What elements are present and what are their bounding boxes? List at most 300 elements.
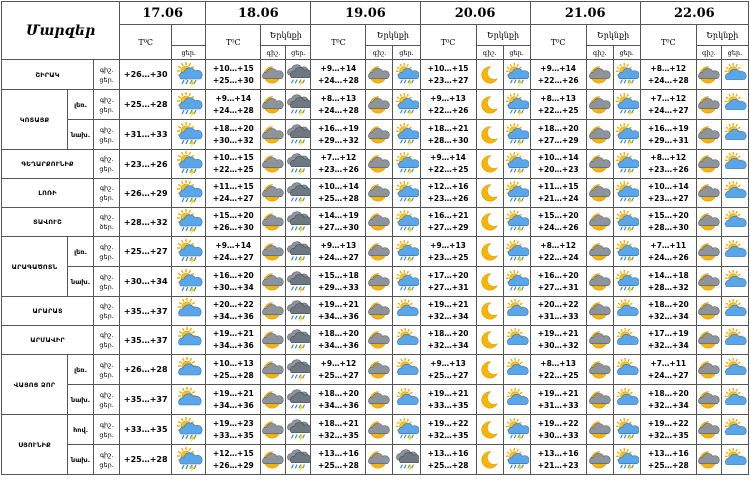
sun-rain-icon: [393, 237, 420, 267]
region-name: ԱՐՄԱՎԻՐ: [2, 326, 94, 355]
night-temp: +15…+20: [537, 211, 579, 220]
moon-icon: [476, 60, 503, 90]
night-temp: +18…+20: [317, 388, 359, 398]
day-temp: +26…+29: [212, 460, 254, 470]
region-row: [2, 60, 749, 90]
region-name: ԼՈՌԻ: [2, 179, 94, 208]
moon-icon: [476, 355, 503, 385]
day-temp: +29…+32: [317, 135, 359, 145]
region-row: [2, 120, 749, 150]
day-temp: +34…+36: [317, 400, 359, 410]
night-temp: +17…+19: [647, 329, 689, 338]
cloudy-moon-icon: [261, 90, 286, 120]
temp-range-night-day: [530, 326, 586, 355]
day-temp: +22…+25: [537, 105, 579, 115]
rain-cloud-icon: [286, 385, 311, 415]
sun-rain-icon: [503, 415, 530, 445]
night-temp: +9…+12: [320, 358, 357, 368]
day-temp: +27…+30: [317, 223, 359, 232]
sun-rain-icon: [613, 150, 640, 179]
temp-header: T⁰C: [640, 25, 696, 60]
temp-header: T⁰C: [530, 25, 586, 60]
sun-cloud-icon: [721, 120, 748, 150]
temp-1706: +26…+30: [120, 60, 172, 90]
cloudy-moon-icon: [696, 150, 721, 179]
time-of-day-label: գիշ. ցեր.: [94, 267, 120, 297]
temp-range-night-day: [311, 237, 366, 267]
day-temp: +23…+26: [317, 165, 359, 174]
sun-cloud-icon: [393, 297, 420, 326]
forecast-table: [1, 1, 749, 475]
day-temp: +23…+26: [647, 165, 689, 174]
cloudy-moon-icon: [366, 385, 393, 415]
night-temp: +16…+21: [427, 211, 469, 220]
day-temp: +24…+28: [212, 105, 254, 115]
day-temp: +25…+28: [647, 460, 689, 470]
subregion-label: նախ.: [68, 445, 94, 475]
region-row: [2, 179, 749, 208]
night-temp: +19…+21: [317, 300, 359, 309]
sun-rain-icon: [503, 208, 530, 237]
day-temp: +24…+27: [317, 252, 359, 262]
forecast-body: [2, 60, 749, 475]
temp-header: T⁰C: [120, 25, 172, 60]
night-temp: +7…+12: [320, 153, 357, 162]
sun-rain-icon: [613, 415, 640, 445]
night-temp: +19…+22: [537, 418, 579, 428]
temp-range-night-day: [420, 90, 476, 120]
cloudy-moon-icon: [366, 445, 393, 475]
cloudy-moon-icon: [586, 208, 613, 237]
day-temp: +24…+26: [647, 252, 689, 262]
day-temp: +29…+31: [647, 135, 689, 145]
rain-cloud-icon: [286, 60, 311, 90]
cloudy-moon-icon: [696, 179, 721, 208]
sun-rain-icon: [503, 150, 530, 179]
moon-icon: [476, 150, 503, 179]
temp-range-night-day: [311, 385, 366, 415]
night-temp: +11…+15: [212, 182, 254, 191]
cloudy-moon-icon: [366, 326, 393, 355]
moon-icon: [476, 297, 503, 326]
day-temp: +33…+35: [212, 430, 254, 440]
temp-range-night-day: [530, 150, 586, 179]
temp-range-night-day: [420, 267, 476, 297]
night-temp: +7…+12: [650, 93, 687, 103]
subregion-label: լեռ.: [68, 237, 94, 267]
day-header: ցեր.: [286, 46, 311, 60]
region-row: [2, 90, 749, 120]
sun-cloud-icon: [721, 150, 748, 179]
night-temp: +12…+15: [212, 448, 254, 458]
rain-cloud-icon: [286, 297, 311, 326]
day-temp: +25…+27: [317, 370, 359, 380]
rain-cloud-icon: [286, 445, 311, 475]
cloudy-moon-icon: [586, 355, 613, 385]
temp-range-night-day: [311, 60, 366, 90]
night-temp: +14…+18: [647, 270, 689, 280]
cloudy-moon-icon: [261, 120, 286, 150]
cloudy-moon-icon: [261, 385, 286, 415]
night-temp: +19…+22: [427, 418, 469, 428]
time-of-day-label: գիշ. ցեր.: [94, 179, 120, 208]
region-row: [2, 326, 749, 355]
sun-rain-icon: [393, 90, 420, 120]
day-temp: +25…+28: [317, 460, 359, 470]
temp-range-night-day: [206, 60, 261, 90]
moon-icon: [476, 179, 503, 208]
day-temp: +31…+33: [537, 312, 579, 321]
temp-1706: +33…+35: [120, 415, 172, 445]
day-temp: +24…+27: [212, 194, 254, 203]
day-temp: +22…+26: [427, 105, 469, 115]
cloudy-moon-icon: [586, 237, 613, 267]
cloudy-moon-icon: [261, 326, 286, 355]
temp-range-night-day: [311, 445, 366, 475]
day-temp: +25…+30: [212, 75, 254, 85]
region-row: [2, 445, 749, 475]
temp-1706: +25…+28: [120, 445, 172, 475]
night-temp: +19…+21: [212, 329, 254, 338]
day-temp: +28…+30: [427, 135, 469, 145]
night-temp: +8…+12: [540, 240, 577, 250]
cloudy-moon-icon: [261, 237, 286, 267]
cloudy-moon-icon: [366, 415, 393, 445]
cloudy-moon-icon: [366, 60, 393, 90]
day-temp: +24…+28: [317, 75, 359, 85]
night-temp: +7…+11: [650, 358, 687, 368]
temp-range-night-day: [530, 90, 586, 120]
temp-range-night-day: [420, 150, 476, 179]
temp-range-night-day: [640, 267, 696, 297]
temp-1706: +23…+26: [120, 150, 172, 179]
temp-range-night-day: [206, 208, 261, 237]
cloudy-moon-icon: [586, 297, 613, 326]
day-temp: +22…+25: [537, 370, 579, 380]
day-temp: +34…+36: [317, 312, 359, 321]
temp-header: T⁰C: [311, 25, 366, 60]
day-temp: +34…+36: [212, 400, 254, 410]
night-temp: +10…+14: [317, 182, 359, 191]
night-temp: +18…+21: [317, 418, 359, 428]
cloudy-moon-icon: [366, 150, 393, 179]
temp-range-night-day: [530, 415, 586, 445]
temp-range-night-day: [420, 445, 476, 475]
sun-rain-icon: [503, 120, 530, 150]
night-header: գիշ.: [586, 46, 613, 60]
partly-sunny-rain-icon: [172, 415, 206, 445]
day-temp: +21…+23: [537, 460, 579, 470]
cloudy-moon-icon: [696, 90, 721, 120]
temp-range-night-day: [311, 415, 366, 445]
cloudy-moon-icon: [366, 208, 393, 237]
night-temp: +10…+15: [212, 63, 254, 73]
partly-sunny-icon: [172, 385, 206, 415]
night-temp: +7…+11: [650, 240, 687, 250]
rain-cloud-icon: [286, 237, 311, 267]
day-temp: +23…+25: [427, 252, 469, 262]
night-temp: +11…+15: [537, 182, 579, 191]
day-temp: +28…+32: [647, 282, 689, 292]
night-temp: +9…+14: [320, 63, 357, 73]
temp-range-night-day: [530, 237, 586, 267]
day-temp: +34…+36: [212, 312, 254, 321]
moon-icon: [476, 90, 503, 120]
night-temp: +9…+13: [430, 93, 466, 103]
sky-header: [172, 25, 206, 46]
date-header-2206: 22.06: [640, 2, 748, 25]
night-temp: +8…+12: [650, 153, 687, 162]
day-temp: +20…+23: [537, 165, 579, 174]
sun-rain-icon: [503, 267, 530, 297]
region-row: [2, 385, 749, 415]
day-temp: +23…+26: [427, 194, 469, 203]
night-temp: +8…+13: [540, 93, 577, 103]
time-of-day-label: գիշ. ցեր.: [94, 120, 120, 150]
cloudy-moon-icon: [366, 297, 393, 326]
time-of-day-label: գիշ. ցեր.: [94, 297, 120, 326]
temp-range-night-day: [311, 150, 366, 179]
temp-range-night-day: [206, 120, 261, 150]
cloudy-moon-icon: [586, 60, 613, 90]
cloudy-moon-icon: [696, 445, 721, 475]
cloudy-moon-icon: [586, 150, 613, 179]
sun-rain-icon: [393, 150, 420, 179]
sun-cloud-icon: [393, 355, 420, 385]
sky-header: Երկնքի: [261, 25, 311, 46]
night-temp: +18…+20: [647, 388, 689, 398]
temp-1706: +35…+37: [120, 297, 172, 326]
sun-rain-icon: [613, 208, 640, 237]
day-temp: +28…+30: [647, 223, 689, 232]
time-of-day-label: գիշ. ցեր.: [94, 326, 120, 355]
sun-cloud-icon: [721, 415, 748, 445]
subregion-label: լեռ.: [68, 90, 94, 120]
day-temp: +22…+25: [427, 165, 469, 174]
sun-cloud-icon: [721, 267, 748, 297]
sky-header: Երկնքի: [696, 25, 748, 46]
day-temp: +32…+34: [647, 341, 689, 350]
temp-1706: +28…+32: [120, 208, 172, 237]
day-header: ցեր.: [503, 46, 530, 60]
sun-cloud-icon: [503, 355, 530, 385]
night-header: գիշ.: [261, 46, 286, 60]
sun-rain-icon: [393, 208, 420, 237]
moon-icon: [476, 120, 503, 150]
region-name: ԳԵՂԱՐՔՈՒՆԻՔ: [2, 150, 94, 179]
sun-cloud-icon: [721, 237, 748, 267]
night-temp: +15…+20: [647, 211, 689, 220]
temp-range-night-day: [640, 326, 696, 355]
moon-icon: [476, 445, 503, 475]
night-header: գիշ.: [476, 46, 503, 60]
sun-rain-icon: [613, 90, 640, 120]
temp-range-night-day: [206, 297, 261, 326]
night-temp: +19…+21: [537, 329, 579, 338]
temp-range-night-day: [640, 445, 696, 475]
temp-range-night-day: [640, 385, 696, 415]
sun-rain-icon: [503, 179, 530, 208]
night-temp: +15…+18: [317, 270, 359, 280]
moon-icon: [476, 267, 503, 297]
time-of-day-label: գիշ. ցեր.: [94, 90, 120, 120]
subregion-label: նախ.: [68, 120, 94, 150]
sun-cloud-icon: [613, 355, 640, 385]
night-temp: +19…+22: [647, 418, 689, 428]
rain-cloud-icon: [286, 355, 311, 385]
partly-sunny-rain-icon: [172, 90, 206, 120]
day-temp: +30…+33: [537, 430, 579, 440]
day-temp: +26…+30: [212, 223, 254, 232]
region-row: [2, 237, 749, 267]
temp-range-night-day: [206, 415, 261, 445]
night-temp: +13…+16: [537, 448, 579, 458]
temp-range-night-day: [420, 237, 476, 267]
night-temp: +14…+19: [317, 211, 359, 220]
day-temp: +27…+29: [537, 135, 579, 145]
day-temp: +32…+34: [427, 341, 469, 350]
day-temp: +34…+36: [212, 341, 254, 350]
sun-cloud-icon: [721, 179, 748, 208]
rain-cloud-icon: [286, 150, 311, 179]
sun-cloud-icon: [503, 297, 530, 326]
night-temp: +18…+20: [537, 123, 579, 133]
temp-range-night-day: [206, 355, 261, 385]
sun-rain-icon: [393, 120, 420, 150]
rain-cloud-icon: [286, 90, 311, 120]
temp-range-night-day: [530, 179, 586, 208]
subregion-label: նախ.: [68, 385, 94, 415]
cloudy-moon-icon: [696, 326, 721, 355]
night-header: գիշ.: [696, 46, 721, 60]
temp-range-night-day: [420, 326, 476, 355]
sun-rain-icon: [393, 179, 420, 208]
temp-range-night-day: [530, 355, 586, 385]
temp-range-night-day: [206, 237, 261, 267]
temp-range-night-day: [420, 355, 476, 385]
subregion-label: նախ.: [68, 267, 94, 297]
day-header: ցեր.: [613, 46, 640, 60]
temp-range-night-day: [311, 90, 366, 120]
temp-range-night-day: [206, 150, 261, 179]
day-temp: +32…+35: [647, 430, 689, 440]
night-temp: +18…+20: [317, 329, 359, 338]
cloudy-moon-icon: [696, 60, 721, 90]
partly-sunny-rain-icon: [172, 120, 206, 150]
region-name: ԱՐԱԳԱԾՈՏՆ: [2, 237, 68, 297]
cloudy-moon-icon: [586, 120, 613, 150]
rain-cloud-icon: [286, 120, 311, 150]
temp-range-night-day: [311, 355, 366, 385]
cloudy-moon-icon: [366, 267, 393, 297]
cloudy-moon-icon: [696, 385, 721, 415]
night-temp: +16…+19: [647, 123, 689, 133]
sun-rain-icon: [613, 237, 640, 267]
temp-range-night-day: [640, 237, 696, 267]
moon-icon: [476, 326, 503, 355]
day-temp: +24…+28: [317, 105, 359, 115]
night-temp: +19…+21: [212, 388, 254, 398]
night-temp: +19…+21: [427, 300, 469, 309]
day-temp: +32…+35: [317, 430, 359, 440]
night-temp: +20…+22: [212, 300, 254, 309]
day-temp: +24…+27: [212, 252, 254, 262]
sun-rain-icon: [613, 267, 640, 297]
temp-range-night-day: [311, 120, 366, 150]
region-name: ՇԻՐԱԿ: [2, 60, 94, 90]
temp-1706: +35…+37: [120, 326, 172, 355]
cloudy-moon-icon: [696, 415, 721, 445]
day-temp: +32…+34: [427, 312, 469, 321]
day-temp: +32…+35: [427, 430, 469, 440]
time-of-day-label: գիշ. ցեր.: [94, 150, 120, 179]
sun-cloud-icon: [393, 385, 420, 415]
sun-cloud-icon: [503, 326, 530, 355]
temp-range-night-day: [530, 208, 586, 237]
day-header: ցեր.: [721, 46, 748, 60]
sky-header: Երկնքի: [586, 25, 640, 46]
cloudy-moon-icon: [366, 120, 393, 150]
rain-cloud-icon: [286, 415, 311, 445]
day-temp: +22…+24: [537, 252, 579, 262]
temp-1706: +30…+34: [120, 267, 172, 297]
temp-range-night-day: [530, 120, 586, 150]
date-header-1706: 17.06: [120, 2, 206, 25]
region-row: [2, 297, 749, 326]
temp-range-night-day: [206, 326, 261, 355]
temp-range-night-day: [530, 60, 586, 90]
cloudy-moon-icon: [261, 355, 286, 385]
day-temp: +30…+32: [537, 341, 579, 350]
temp-range-night-day: [420, 385, 476, 415]
sun-rain-icon: [613, 60, 640, 90]
sun-cloud-icon: [613, 326, 640, 355]
night-temp: +18…+20: [647, 300, 689, 309]
time-of-day-label: գիշ. ցեր.: [94, 445, 120, 475]
temp-range-night-day: [640, 415, 696, 445]
night-temp: +10…+15: [427, 63, 469, 73]
night-temp: +9…+14: [215, 240, 252, 250]
day-temp: +21…+24: [537, 194, 579, 203]
date-header-2006: 20.06: [420, 2, 530, 25]
partly-sunny-rain-icon: [172, 60, 206, 90]
night-temp: +10…+14: [537, 153, 579, 162]
temp-range-night-day: [311, 326, 366, 355]
night-temp: +19…+23: [212, 418, 254, 428]
cloudy-moon-icon: [696, 208, 721, 237]
temp-range-night-day: [311, 208, 366, 237]
temp-1706: +26…+29: [120, 179, 172, 208]
day-temp: +32…+34: [647, 312, 689, 321]
sun-rain-icon: [613, 445, 640, 475]
night-temp: +17…+20: [427, 270, 469, 280]
cloudy-moon-icon: [366, 237, 393, 267]
time-of-day-label: գիշ. ցեր.: [94, 60, 120, 90]
sun-rain-icon: [393, 415, 420, 445]
night-temp: +9…+14: [215, 93, 252, 103]
night-temp: +12…+16: [427, 182, 469, 191]
temp-range-night-day: [640, 179, 696, 208]
night-temp: +15…+20: [212, 211, 254, 220]
day-temp: +23…+27: [647, 194, 689, 203]
cloudy-moon-icon: [696, 297, 721, 326]
sun-cloud-icon: [721, 326, 748, 355]
temp-range-night-day: [311, 267, 366, 297]
day-temp: +34…+36: [317, 341, 359, 350]
temp-range-night-day: [640, 90, 696, 120]
day-temp: +32…+34: [647, 400, 689, 410]
temp-range-night-day: [530, 385, 586, 415]
